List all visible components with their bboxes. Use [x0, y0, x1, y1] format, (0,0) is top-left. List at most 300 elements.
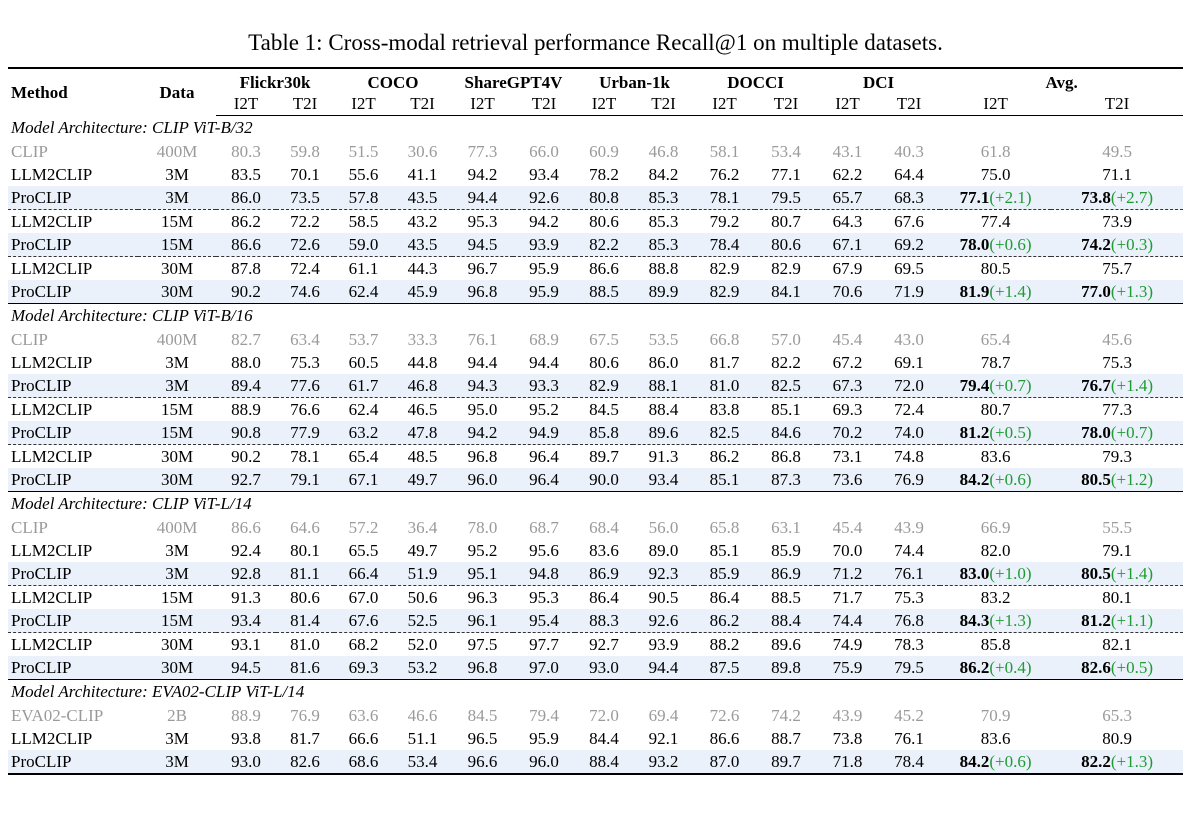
data-size-cell: 3M	[138, 186, 216, 210]
score-cell: 82.2	[771, 353, 801, 372]
avg-cell	[940, 163, 1051, 186]
score-cell: 57.0	[771, 330, 801, 349]
score-cell: 64.6	[290, 518, 320, 537]
score-cell: 93.4	[633, 468, 694, 492]
score-cell: 74.9	[817, 633, 878, 657]
avg-cell	[1051, 257, 1183, 281]
header-metric-i2t: I2T	[817, 95, 878, 116]
score-cell: 49.7	[393, 468, 452, 492]
score-cell: 88.0	[231, 353, 261, 372]
score-cell: 43.9	[832, 706, 863, 725]
table-row	[8, 750, 1183, 774]
score-cell: 94.4	[633, 656, 694, 680]
score-cell: 94.4	[529, 353, 559, 372]
score-cell: 61.1	[334, 257, 393, 281]
score-cell: 90.5	[633, 586, 694, 610]
score-cell: 87.3	[755, 468, 817, 492]
method-cell: LLM2CLIP	[11, 541, 93, 560]
score-cell: 72.6	[276, 233, 334, 257]
score-cell: 88.2	[694, 633, 755, 657]
score-cell: 88.8	[633, 257, 694, 281]
score-cell: 69.4	[648, 706, 679, 725]
score-cell: 68.4	[589, 518, 619, 537]
score-cell: 62.4	[334, 398, 393, 422]
header-dataset: ShareGPT4V	[452, 68, 575, 95]
score-cell: 66.8	[709, 330, 740, 349]
score-cell: 96.8	[452, 656, 513, 680]
avg-delta: (+0.6)	[989, 752, 1032, 771]
header-dataset: Urban-1k	[575, 68, 694, 95]
score-cell: 85.1	[755, 398, 817, 422]
avg-value: 80.9	[1102, 729, 1132, 748]
score-cell: 81.6	[276, 656, 334, 680]
method-cell: ProCLIP	[8, 280, 138, 304]
avg-cell	[1051, 586, 1183, 610]
header-metric-t2i: T2I	[393, 95, 452, 116]
method-cell: CLIP	[11, 330, 48, 349]
score-cell: 69.3	[334, 656, 393, 680]
score-cell: 81.1	[276, 562, 334, 586]
method-cell: ProCLIP	[8, 186, 138, 210]
score-cell: 82.2	[575, 233, 633, 257]
score-cell: 43.0	[894, 330, 924, 349]
score-cell: 67.9	[817, 257, 878, 281]
avg-value: 49.5	[1102, 142, 1132, 161]
avg-value: 82.2	[1081, 752, 1111, 771]
score-cell: 96.3	[452, 586, 513, 610]
score-cell: 93.9	[633, 633, 694, 657]
avg-value: 85.8	[980, 635, 1011, 654]
data-size-cell: 3M	[165, 729, 189, 748]
score-cell: 93.9	[513, 233, 575, 257]
avg-value: 75.0	[980, 165, 1011, 184]
score-cell: 92.1	[648, 729, 679, 748]
score-cell: 93.4	[216, 609, 276, 633]
score-cell: 64.3	[817, 210, 878, 234]
avg-value: 75.3	[1102, 353, 1132, 372]
score-cell: 94.4	[452, 186, 513, 210]
avg-value: 77.1	[959, 188, 990, 207]
score-cell: 92.7	[216, 468, 276, 492]
score-cell: 92.8	[216, 562, 276, 586]
score-cell: 96.7	[452, 257, 513, 281]
score-cell: 93.3	[513, 374, 575, 398]
avg-value: 83.6	[980, 447, 1011, 466]
score-cell: 72.6	[709, 706, 740, 725]
score-cell: 89.4	[216, 374, 276, 398]
avg-cell	[1051, 445, 1183, 469]
score-cell: 43.5	[393, 233, 452, 257]
score-cell: 76.9	[878, 468, 940, 492]
data-size-cell: 3M	[138, 750, 216, 774]
avg-value: 55.5	[1102, 518, 1132, 537]
score-cell: 72.0	[878, 374, 940, 398]
avg-value: 65.3	[1102, 706, 1132, 725]
score-cell: 68.7	[529, 518, 559, 537]
score-cell: 44.8	[407, 353, 438, 372]
score-cell: 86.2	[694, 609, 755, 633]
score-cell: 70.1	[290, 165, 320, 184]
avg-cell	[940, 562, 1051, 586]
method-cell: LLM2CLIP	[8, 633, 138, 657]
score-cell: 49.7	[407, 541, 438, 560]
score-cell: 68.3	[878, 186, 940, 210]
score-cell: 85.9	[694, 562, 755, 586]
section-title: Model Architecture: CLIP ViT-B/16	[8, 304, 1183, 329]
score-cell: 97.7	[513, 633, 575, 657]
avg-delta: (+1.1)	[1110, 611, 1154, 630]
header-dataset: COCO	[334, 68, 452, 95]
avg-value: 65.4	[980, 330, 1011, 349]
score-cell: 82.9	[694, 280, 755, 304]
score-cell: 81.0	[276, 633, 334, 657]
score-cell: 33.3	[407, 330, 438, 349]
header-dataset: DOCCI	[694, 68, 817, 95]
header-metric-i2t: I2T	[452, 95, 513, 116]
avg-cell	[940, 351, 1051, 374]
score-cell: 40.3	[894, 142, 924, 161]
score-cell: 63.6	[348, 706, 379, 725]
score-cell: 79.1	[276, 468, 334, 492]
score-cell: 86.6	[709, 729, 740, 748]
score-cell: 96.6	[452, 750, 513, 774]
avg-cell	[1051, 468, 1183, 492]
score-cell: 44.3	[393, 257, 452, 281]
data-size-cell: 15M	[138, 210, 216, 234]
score-cell: 93.2	[633, 750, 694, 774]
header-dataset: Flickr30k	[216, 68, 334, 95]
header-metric-t2i: T2I	[276, 95, 334, 116]
method-cell: LLM2CLIP	[11, 353, 93, 372]
score-cell: 78.3	[878, 633, 940, 657]
score-cell: 67.2	[832, 353, 863, 372]
avg-cell	[1051, 516, 1183, 539]
score-cell: 86.2	[694, 445, 755, 469]
avg-value: 83.2	[980, 588, 1011, 607]
avg-delta: (+2.7)	[1110, 188, 1154, 207]
avg-value: 82.6	[1081, 658, 1111, 677]
section-header-row	[8, 304, 1183, 329]
score-cell: 94.2	[467, 165, 498, 184]
score-cell: 76.8	[878, 609, 940, 633]
score-cell: 83.6	[589, 541, 619, 560]
score-cell: 94.5	[216, 656, 276, 680]
score-cell: 67.3	[817, 374, 878, 398]
avg-value: 74.2	[1081, 235, 1111, 254]
score-cell: 80.6	[755, 233, 817, 257]
score-cell: 67.1	[817, 233, 878, 257]
score-cell: 51.9	[393, 562, 452, 586]
score-cell: 83.5	[231, 165, 261, 184]
score-cell: 67.6	[878, 210, 940, 234]
score-cell: 30.6	[407, 142, 438, 161]
score-cell: 53.4	[393, 750, 452, 774]
table-row	[8, 562, 1183, 586]
avg-cell	[1051, 539, 1183, 562]
avg-value: 80.5	[980, 259, 1011, 278]
score-cell: 80.8	[575, 186, 633, 210]
score-cell: 75.9	[817, 656, 878, 680]
score-cell: 78.1	[276, 445, 334, 469]
avg-cell	[940, 727, 1051, 750]
results-table	[8, 67, 1183, 775]
score-cell: 75.3	[290, 353, 320, 372]
score-cell: 63.2	[334, 421, 393, 445]
score-cell: 93.0	[216, 750, 276, 774]
table-row	[8, 468, 1183, 492]
table-row	[8, 328, 1183, 351]
score-cell: 88.5	[755, 586, 817, 610]
avg-value: 82.0	[980, 541, 1011, 560]
avg-cell	[1051, 328, 1183, 351]
avg-cell	[1051, 704, 1183, 727]
header-metric-i2t: I2T	[334, 95, 393, 116]
score-cell: 46.8	[393, 374, 452, 398]
score-cell: 80.6	[575, 210, 633, 234]
avg-value: 45.6	[1102, 330, 1132, 349]
score-cell: 73.8	[832, 729, 863, 748]
data-size-cell: 400M	[156, 330, 198, 349]
score-cell: 94.3	[452, 374, 513, 398]
table-row	[8, 210, 1183, 234]
table-row	[8, 539, 1183, 562]
score-cell: 75.3	[878, 586, 940, 610]
score-cell: 85.3	[633, 210, 694, 234]
score-cell: 46.6	[407, 706, 438, 725]
avg-cell	[940, 280, 1051, 304]
score-cell: 95.9	[529, 729, 559, 748]
data-size-cell: 400M	[156, 518, 198, 537]
table-row	[8, 351, 1183, 374]
score-cell: 43.1	[832, 142, 863, 161]
score-cell: 90.0	[575, 468, 633, 492]
avg-delta: (+0.4)	[989, 658, 1032, 677]
section-header-row	[8, 680, 1183, 705]
score-cell: 77.9	[276, 421, 334, 445]
score-cell: 52.0	[393, 633, 452, 657]
score-cell: 86.4	[694, 586, 755, 610]
data-size-cell: 30M	[138, 445, 216, 469]
score-cell: 72.2	[276, 210, 334, 234]
score-cell: 88.7	[771, 729, 801, 748]
avg-delta: (+1.3)	[989, 611, 1032, 630]
score-cell: 78.1	[694, 186, 755, 210]
score-cell: 61.7	[334, 374, 393, 398]
avg-cell	[940, 445, 1051, 469]
table-row	[8, 421, 1183, 445]
avg-value: 80.1	[1102, 588, 1132, 607]
score-cell: 67.1	[334, 468, 393, 492]
table-row	[8, 727, 1183, 750]
score-cell: 89.8	[755, 656, 817, 680]
score-cell: 80.6	[276, 586, 334, 610]
score-cell: 65.5	[348, 541, 379, 560]
avg-cell	[940, 257, 1051, 281]
header-dataset: Avg.	[940, 68, 1183, 95]
score-cell: 94.2	[513, 210, 575, 234]
avg-value: 79.3	[1102, 447, 1132, 466]
score-cell: 76.1	[467, 330, 498, 349]
method-cell: ProCLIP	[8, 656, 138, 680]
score-cell: 93.0	[575, 656, 633, 680]
avg-cell	[940, 633, 1051, 657]
avg-cell	[940, 374, 1051, 398]
score-cell: 95.2	[513, 398, 575, 422]
table-row	[8, 445, 1183, 469]
method-cell: LLM2CLIP	[11, 165, 93, 184]
score-cell: 84.2	[648, 165, 679, 184]
avg-value: 80.7	[980, 400, 1011, 419]
score-cell: 57.8	[334, 186, 393, 210]
table-row	[8, 516, 1183, 539]
avg-value: 73.8	[1081, 188, 1111, 207]
score-cell: 89.7	[755, 750, 817, 774]
score-cell: 84.5	[575, 398, 633, 422]
score-cell: 79.2	[694, 210, 755, 234]
score-cell: 43.2	[393, 210, 452, 234]
avg-value: 80.5	[1081, 564, 1111, 583]
avg-cell	[940, 609, 1051, 633]
score-cell: 96.0	[452, 468, 513, 492]
score-cell: 90.2	[216, 445, 276, 469]
score-cell: 51.5	[348, 142, 379, 161]
score-cell: 76.2	[709, 165, 740, 184]
score-cell: 95.4	[513, 609, 575, 633]
score-cell: 45.4	[832, 518, 863, 537]
score-cell: 88.3	[575, 609, 633, 633]
score-cell: 76.9	[290, 706, 320, 725]
score-cell: 86.2	[216, 210, 276, 234]
method-cell: CLIP	[11, 142, 48, 161]
avg-delta: (+0.7)	[1110, 423, 1154, 442]
score-cell: 76.1	[878, 562, 940, 586]
score-cell: 84.4	[589, 729, 619, 748]
score-cell: 85.8	[575, 421, 633, 445]
score-cell: 48.5	[393, 445, 452, 469]
avg-delta: (+0.6)	[989, 470, 1032, 489]
avg-cell	[940, 516, 1051, 539]
avg-cell	[940, 750, 1051, 774]
avg-delta: (+1.4)	[989, 282, 1032, 301]
score-cell: 94.5	[452, 233, 513, 257]
score-cell: 67.5	[589, 330, 619, 349]
score-cell: 97.5	[452, 633, 513, 657]
avg-delta: (+1.4)	[1110, 564, 1154, 583]
score-cell: 82.9	[694, 257, 755, 281]
avg-value: 77.3	[1102, 400, 1132, 419]
avg-value: 76.7	[1081, 376, 1111, 395]
section-header-row	[8, 116, 1183, 141]
avg-value: 79.1	[1102, 541, 1132, 560]
score-cell: 95.1	[452, 562, 513, 586]
score-cell: 67.6	[334, 609, 393, 633]
table-row	[8, 704, 1183, 727]
avg-value: 86.2	[959, 658, 990, 677]
score-cell: 72.4	[276, 257, 334, 281]
avg-cell	[1051, 398, 1183, 422]
header-metric-t2i: T2I	[878, 95, 940, 116]
avg-cell	[1051, 633, 1183, 657]
score-cell: 77.6	[276, 374, 334, 398]
avg-value: 81.2	[1081, 611, 1111, 630]
score-cell: 71.8	[817, 750, 878, 774]
score-cell: 77.1	[771, 165, 801, 184]
avg-cell	[1051, 280, 1183, 304]
score-cell: 82.5	[755, 374, 817, 398]
score-cell: 93.8	[231, 729, 261, 748]
avg-cell	[940, 186, 1051, 210]
score-cell: 88.4	[633, 398, 694, 422]
score-cell: 88.4	[575, 750, 633, 774]
method-cell: LLM2CLIP	[8, 586, 138, 610]
avg-value: 61.8	[980, 142, 1011, 161]
score-cell: 85.1	[709, 541, 740, 560]
table-row	[8, 280, 1183, 304]
method-cell: ProCLIP	[8, 750, 138, 774]
score-cell: 96.5	[467, 729, 498, 748]
method-cell: LLM2CLIP	[8, 257, 138, 281]
score-cell: 82.9	[575, 374, 633, 398]
score-cell: 66.4	[334, 562, 393, 586]
data-size-cell: 3M	[165, 541, 189, 560]
score-cell: 74.0	[878, 421, 940, 445]
header-metric-i2t: I2T	[575, 95, 633, 116]
score-cell: 88.1	[633, 374, 694, 398]
data-size-cell: 3M	[165, 165, 189, 184]
score-cell: 82.9	[755, 257, 817, 281]
score-cell: 97.0	[513, 656, 575, 680]
score-cell: 59.0	[334, 233, 393, 257]
avg-delta: (+0.5)	[1110, 658, 1154, 677]
score-cell: 45.9	[393, 280, 452, 304]
avg-value: 82.1	[1102, 635, 1132, 654]
score-cell: 86.9	[575, 562, 633, 586]
table-caption: Table 1: Cross-modal retrieval performance Recall@1 on multiple datasets.	[248, 30, 943, 55]
score-cell: 86.6	[575, 257, 633, 281]
score-cell: 70.6	[817, 280, 878, 304]
avg-cell	[1051, 750, 1183, 774]
score-cell: 80.6	[589, 353, 619, 372]
section-title: Model Architecture: EVA02-CLIP ViT-L/14	[8, 680, 1183, 705]
score-cell: 65.8	[709, 518, 740, 537]
table-row	[8, 233, 1183, 257]
score-cell: 78.4	[878, 750, 940, 774]
score-cell: 80.7	[755, 210, 817, 234]
section-header-row	[8, 492, 1183, 517]
avg-value: 83.6	[980, 729, 1011, 748]
score-cell: 88.9	[231, 706, 261, 725]
table-row	[8, 257, 1183, 281]
method-cell: LLM2CLIP	[8, 210, 138, 234]
score-cell: 89.6	[755, 633, 817, 657]
score-cell: 94.2	[452, 421, 513, 445]
score-cell: 87.0	[694, 750, 755, 774]
data-size-cell: 30M	[138, 468, 216, 492]
score-cell: 81.0	[694, 374, 755, 398]
score-cell: 81.4	[276, 609, 334, 633]
method-cell: EVA02-CLIP	[11, 706, 104, 725]
score-cell: 53.7	[348, 330, 379, 349]
score-cell: 88.4	[755, 609, 817, 633]
score-cell: 62.2	[832, 165, 863, 184]
score-cell: 77.3	[467, 142, 498, 161]
score-cell: 85.3	[633, 233, 694, 257]
avg-cell	[1051, 374, 1183, 398]
avg-value: 71.1	[1102, 165, 1132, 184]
avg-cell	[940, 468, 1051, 492]
avg-delta: (+2.1)	[989, 188, 1032, 207]
avg-cell	[1051, 421, 1183, 445]
